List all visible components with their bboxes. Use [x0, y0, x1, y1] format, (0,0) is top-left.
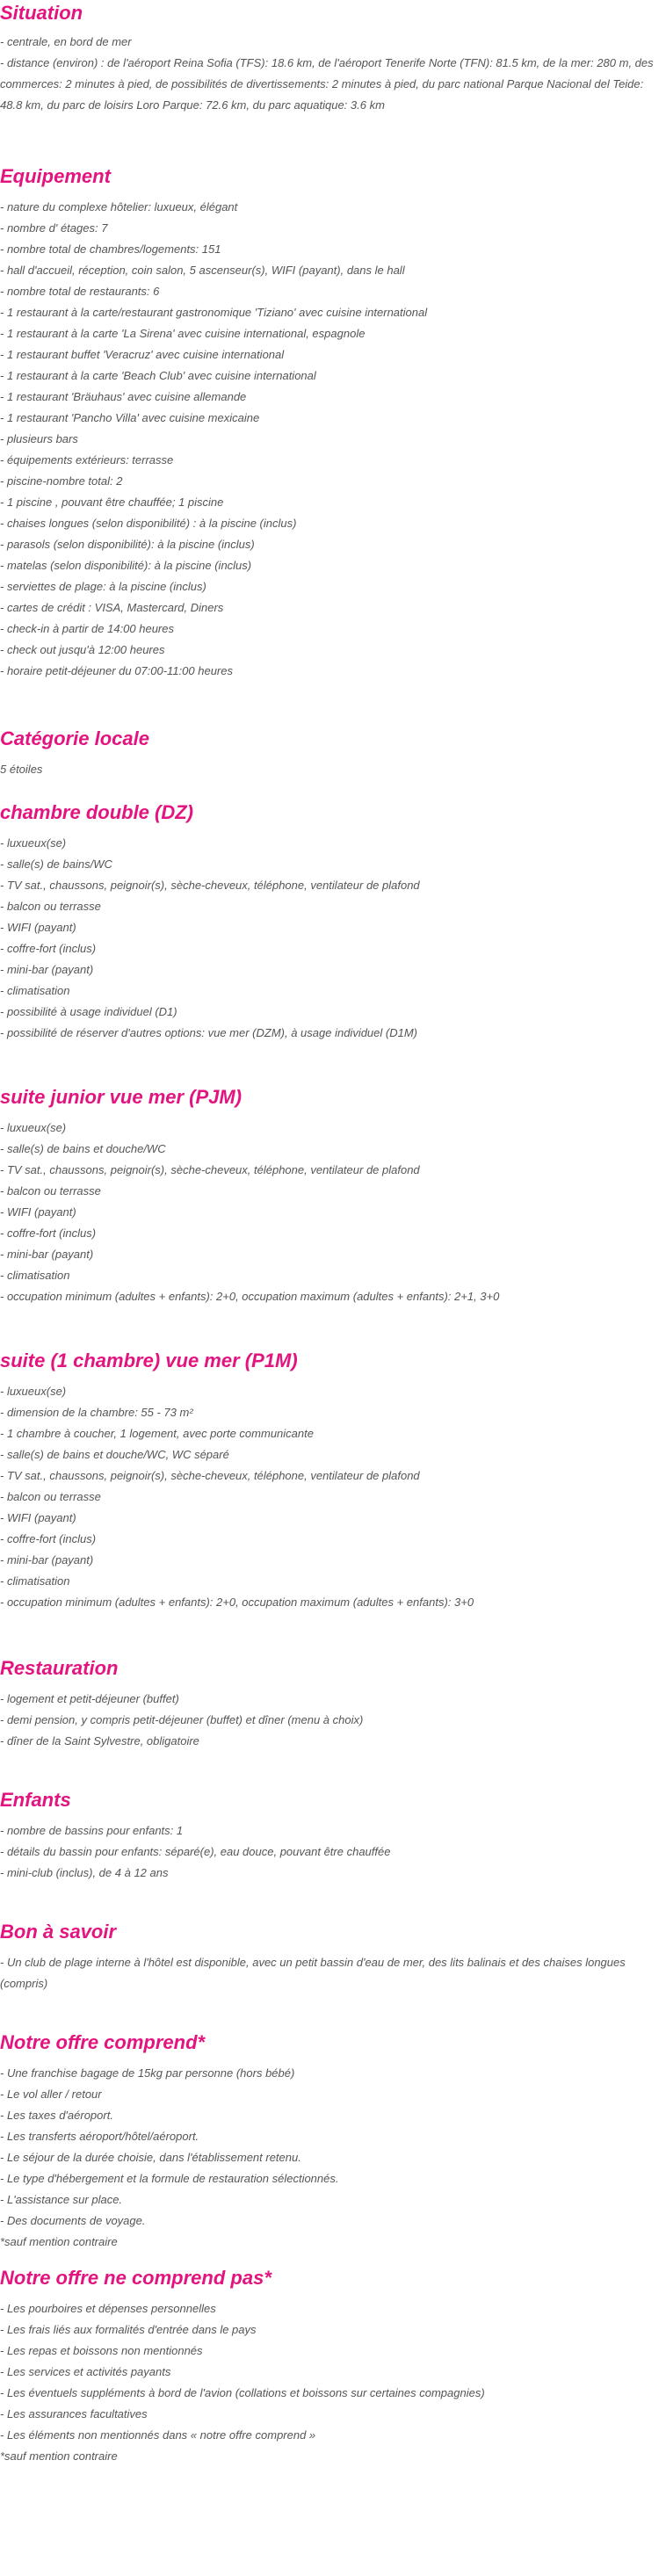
- offre-ne-comprend-pas-line: - Les éléments non mentionnés dans « notre offre comprend »: [0, 2428, 316, 2442]
- suite-1-chambre-line: - WIFI (payant): [0, 1511, 76, 1524]
- offre-comprend-line: - Le type d'hébergement et la formule de restauration sélectionnés.: [0, 2172, 339, 2185]
- equipement-line: - plusieurs bars: [0, 432, 78, 445]
- chambre-double-line: - possibilité de réserver d'autres options: vue mer (DZM), à usage individuel (D1M): [0, 1026, 418, 1039]
- suite-1-chambre-line: - 1 chambre à coucher, 1 logement, avec porte communicante: [0, 1427, 314, 1440]
- offre-comprend-lines: [0, 2063, 666, 2253]
- equipement-line: - 1 restaurant à la carte/restaurant gastronomique 'Tiziano' avec cuisine international: [0, 306, 428, 319]
- chambre-double-line: - mini-bar (payant): [0, 963, 94, 976]
- suite-junior-line: - mini-bar (payant): [0, 1248, 94, 1261]
- enfants-line: - nombre de bassins pour enfants: 1: [0, 1824, 184, 1837]
- suite-junior-line: - WIFI (payant): [0, 1205, 76, 1219]
- categorie-lines: [0, 759, 666, 780]
- equipement-line: - nature du complexe hôtelier: luxueux, élégant: [0, 200, 238, 213]
- section-equipement: [0, 163, 666, 682]
- equipement-line: - 1 restaurant à la carte 'Beach Club' avec cuisine international: [0, 369, 316, 382]
- chambre-double-line: - possibilité à usage individuel (D1): [0, 1005, 177, 1018]
- equipement-line: - hall d'accueil, réception, coin salon, 5 ascenseur(s), WIFI (payant), dans le hall: [0, 264, 405, 277]
- equipement-line: - matelas (selon disponibilité): à la piscine (inclus): [0, 559, 252, 572]
- section-suite-1-chambre: [0, 1348, 666, 1613]
- section-title-chambre-double: chambre double (DZ): [0, 801, 194, 823]
- restauration-lines: [0, 1689, 666, 1752]
- chambre-double-line: - coffre-fort (inclus): [0, 942, 97, 955]
- situation-line: - distance (environ) : de l'aéroport Reina Sofia (TFS): 18.6 km, de l'aéroport Tenerife Norte (TFN): 81.5 km, de la mer: 280 m, des commerces: 2 minutes à pied, de possibilités de divertissements: 2 minutes à pied, du parc national Parque Nacional del Teide: 48.8 km, du parc de loisirs Loro Parque: 72.6 km, du parc aquatique: 3.6 km: [0, 56, 654, 112]
- suite-1-chambre-line: - balcon ou terrasse: [0, 1490, 101, 1503]
- equipement-line: - 1 restaurant à la carte 'La Sirena' avec cuisine international, espagnole: [0, 327, 366, 340]
- suite-junior-line: - TV sat., chaussons, peignoir(s), sèche-cheveux, téléphone, ventilateur de plafond: [0, 1163, 420, 1176]
- suite-1-chambre-line: - salle(s) de bains et douche/WC, WC séparé: [0, 1448, 229, 1461]
- section-suite-junior: [0, 1084, 666, 1307]
- chambre-double-lines: [0, 833, 666, 1044]
- section-bon-a-savoir: [0, 1919, 666, 1994]
- bon-a-savoir-line: - Un club de plage interne à l'hôtel est disponible, avec un petit bassin d'eau de mer, des lits balinais et des chaises longues (compris): [0, 1956, 626, 1990]
- chambre-double-line: - salle(s) de bains/WC: [0, 857, 112, 871]
- suite-1-chambre-line: - coffre-fort (inclus): [0, 1532, 97, 1545]
- equipement-line: - cartes de crédit : VISA, Mastercard, Diners: [0, 601, 224, 614]
- suite-junior-lines: [0, 1118, 666, 1307]
- section-enfants: [0, 1787, 666, 1884]
- offre-ne-comprend-pas-line: - Les repas et boissons non mentionnés: [0, 2344, 203, 2357]
- section-title-restauration: Restauration: [0, 1657, 119, 1679]
- equipement-line: - équipements extérieurs: terrasse: [0, 453, 174, 467]
- offre-comprend-line: - Le vol aller / retour: [0, 2088, 102, 2101]
- suite-1-chambre-line: - climatisation: [0, 1574, 70, 1588]
- equipement-line: - serviettes de plage: à la piscine (inclus): [0, 580, 206, 593]
- section-offre-ne-comprend-pas: [0, 2265, 666, 2467]
- offre-ne-comprend-pas-lines: [0, 2298, 666, 2467]
- enfants-lines: [0, 1820, 666, 1884]
- section-situation: [0, 0, 666, 116]
- suite-junior-line: - coffre-fort (inclus): [0, 1226, 97, 1240]
- equipement-line: - nombre total de restaurants: 6: [0, 285, 160, 298]
- chambre-double-line: - WIFI (payant): [0, 921, 76, 934]
- suite-junior-line: - occupation minimum (adultes + enfants): 2+0, occupation maximum (adultes + enfants): 2+1, 3+0: [0, 1290, 500, 1303]
- equipement-line: - check-in à partir de 14:00 heures: [0, 622, 174, 635]
- chambre-double-line: - luxueux(se): [0, 836, 67, 850]
- section-restauration: [0, 1655, 666, 1752]
- chambre-double-line: - climatisation: [0, 984, 70, 997]
- suite-1-chambre-line: - luxueux(se): [0, 1385, 67, 1398]
- equipement-line: - 1 restaurant buffet 'Veracruz' avec cuisine international: [0, 348, 285, 361]
- offre-ne-comprend-pas-line: - Les services et activités payants: [0, 2365, 171, 2378]
- suite-junior-line: - climatisation: [0, 1269, 70, 1282]
- section-categorie-locale: [0, 726, 666, 780]
- suite-1-chambre-lines: [0, 1381, 666, 1613]
- suite-1-chambre-line: - mini-bar (payant): [0, 1553, 94, 1567]
- offre-ne-comprend-pas-line: - Les éventuels suppléments à bord de l'avion (collations et boissons sur certaines compagnies): [0, 2386, 485, 2399]
- section-title-enfants: Enfants: [0, 1789, 71, 1811]
- section-title-situation: Situation: [0, 2, 83, 24]
- equipement-line: - nombre total de chambres/logements: 151: [0, 242, 221, 256]
- section-chambre-double: [0, 800, 666, 1044]
- restauration-line: - dîner de la Saint Sylvestre, obligatoire: [0, 1734, 199, 1747]
- offre-ne-comprend-pas-line: - Les frais liés aux formalités d'entrée dans le pays: [0, 2323, 257, 2336]
- offre-comprend-line: - L'assistance sur place.: [0, 2193, 123, 2206]
- chambre-double-line: - TV sat., chaussons, peignoir(s), sèche-cheveux, téléphone, ventilateur de plafond: [0, 879, 420, 892]
- chambre-double-line: - balcon ou terrasse: [0, 900, 101, 913]
- equipement-line: - 1 restaurant 'Pancho Villa' avec cuisine mexicaine: [0, 411, 260, 424]
- section-offre-comprend: [0, 2030, 666, 2253]
- situation-line: - centrale, en bord de mer: [0, 35, 132, 48]
- suite-junior-line: - luxueux(se): [0, 1121, 67, 1134]
- offre-ne-comprend-pas-line: - Les assurances facultatives: [0, 2407, 148, 2420]
- restauration-line: - logement et petit-déjeuner (buffet): [0, 1692, 179, 1705]
- offre-comprend-line: - Les taxes d'aéroport.: [0, 2109, 113, 2122]
- section-title-suite-junior: suite junior vue mer (PJM): [0, 1086, 243, 1108]
- offre-comprend-line: - Des documents de voyage.: [0, 2214, 146, 2227]
- categorie-value: 5 étoiles: [0, 763, 43, 776]
- offre-ne-comprend-pas-footnote: *sauf mention contraire: [0, 2449, 118, 2463]
- restauration-line: - demi pension, y compris petit-déjeuner (buffet) et dîner (menu à choix): [0, 1713, 364, 1726]
- equipement-line: - chaises longues (selon disponibilité) : à la piscine (inclus): [0, 517, 297, 530]
- section-title-equipement: Equipement: [0, 165, 111, 187]
- suite-junior-line: - balcon ou terrasse: [0, 1184, 101, 1198]
- offre-comprend-line: - Le séjour de la durée choisie, dans l'établissement retenu.: [0, 2151, 301, 2164]
- section-title-offre-ne-comprend-pas: Notre offre ne comprend pas*: [0, 2267, 271, 2289]
- suite-1-chambre-line: - dimension de la chambre: 55 - 73 m²: [0, 1406, 193, 1419]
- bon-a-savoir-lines: [0, 1952, 666, 1994]
- equipement-line: - nombre d' étages: 7: [0, 221, 108, 235]
- suite-junior-line: - salle(s) de bains et douche/WC: [0, 1142, 166, 1155]
- offre-comprend-line: - Une franchise bagage de 15kg par personne (hors bébé): [0, 2066, 295, 2080]
- equipement-line: - piscine-nombre total: 2: [0, 474, 123, 488]
- offre-comprend-footnote: *sauf mention contraire: [0, 2235, 118, 2248]
- section-title-categorie: Catégorie locale: [0, 727, 149, 749]
- suite-1-chambre-line: - TV sat., chaussons, peignoir(s), sèche-cheveux, téléphone, ventilateur de plafond: [0, 1469, 420, 1482]
- equipement-line: - parasols (selon disponibilité): à la piscine (inclus): [0, 538, 255, 551]
- offre-ne-comprend-pas-line: - Les pourboires et dépenses personnelles: [0, 2302, 216, 2315]
- section-title-suite-1-chambre: suite (1 chambre) vue mer (P1M): [0, 1350, 298, 1371]
- section-title-offre-comprend: Notre offre comprend*: [0, 2031, 206, 2053]
- equipement-line: - 1 restaurant 'Bräuhaus' avec cuisine allemande: [0, 390, 247, 403]
- equipement-line: - 1 piscine , pouvant être chauffée; 1 piscine: [0, 496, 224, 509]
- equipement-line: - horaire petit-déjeuner du 07:00-11:00 heures: [0, 664, 233, 677]
- offre-comprend-line: - Les transferts aéroport/hôtel/aéroport.: [0, 2130, 199, 2143]
- situation-lines: [0, 32, 666, 116]
- equipement-line: - check out jusqu'à 12:00 heures: [0, 643, 165, 656]
- equipement-lines: [0, 197, 666, 682]
- enfants-line: - mini-club (inclus), de 4 à 12 ans: [0, 1866, 169, 1879]
- enfants-line: - détails du bassin pour enfants: séparé(e), eau douce, pouvant être chauffée: [0, 1845, 391, 1858]
- section-title-bon-a-savoir: Bon à savoir: [0, 1921, 117, 1943]
- suite-1-chambre-line: - occupation minimum (adultes + enfants): 2+0, occupation maximum (adultes + enfants): 3+0: [0, 1596, 474, 1609]
